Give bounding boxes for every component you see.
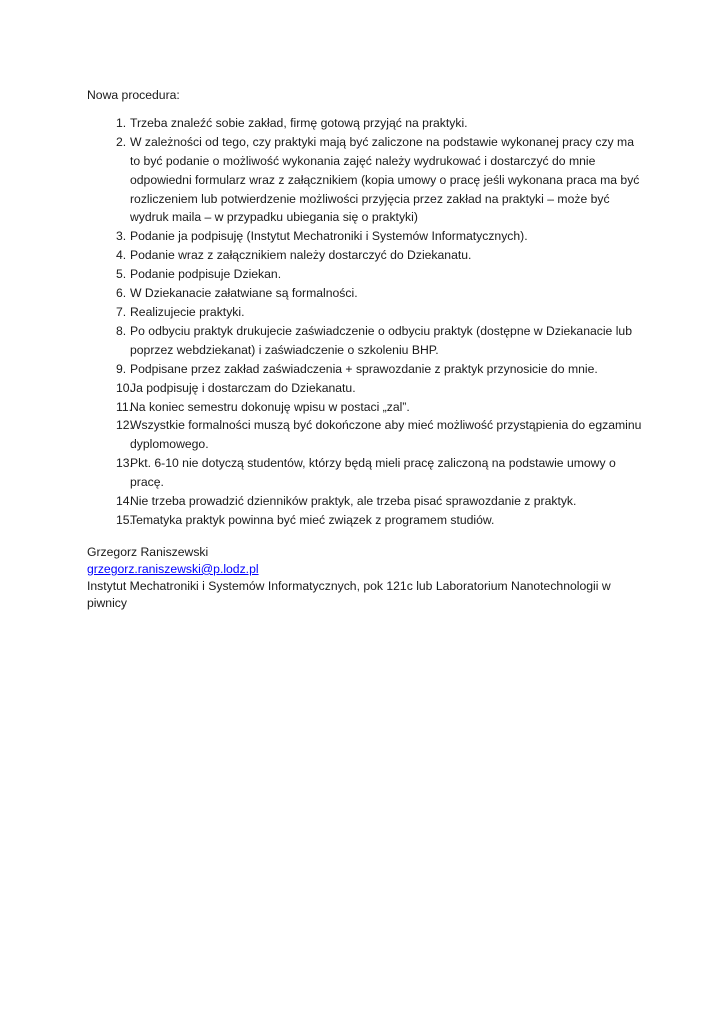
procedure-step-7 xyxy=(87,303,647,322)
procedure-step-6 xyxy=(87,284,647,303)
step-number xyxy=(87,227,130,246)
step-text: Pkt. 6-10 nie dotyczą studentów, którzy będą mieli pracę zaliczoną na podstawie umowy o pracę. xyxy=(130,456,616,490)
procedure-heading: Nowa procedura: xyxy=(87,88,180,102)
step-number xyxy=(87,265,130,284)
step-text: Na koniec semestru dokonuję wpisu w postaci „zal”. xyxy=(130,399,410,414)
step-number xyxy=(87,454,133,473)
procedure-step-13 xyxy=(87,454,647,492)
procedure-step-9 xyxy=(87,360,647,379)
step-number-text: 6. xyxy=(116,286,127,301)
step-number-text: 13. xyxy=(116,456,133,471)
step-number-text: 4. xyxy=(116,248,127,263)
step-text: Tematyka praktyk powinna być mieć związek z programem studiów. xyxy=(130,512,495,527)
step-number xyxy=(87,416,133,435)
procedure-step-8 xyxy=(87,322,647,360)
step-number-text: 7. xyxy=(116,304,127,319)
procedure-step-15 xyxy=(87,511,647,530)
step-text: Nie trzeba prowadzić dzienników praktyk, ale trzeba pisać sprawozdanie z praktyk. xyxy=(130,494,577,509)
procedure-step-11 xyxy=(87,398,647,417)
step-number-text: 3. xyxy=(116,229,127,244)
step-number xyxy=(87,246,130,265)
signature-address: Instytut Mechatroniki i Systemów Informatycznych, pok 121c lub Laboratorium Nanotechnologii w piwnicy xyxy=(87,578,611,610)
procedure-step-12 xyxy=(87,416,647,454)
step-number xyxy=(87,379,133,398)
procedure-step-4 xyxy=(87,246,647,265)
step-text: Podanie wraz z załącznikiem należy dostarczyć do Dziekanatu. xyxy=(130,248,472,263)
document-body xyxy=(87,86,647,612)
procedure-step-1 xyxy=(87,114,647,133)
step-text: Podanie ja podpisuję (Instytut Mechatroniki i Systemów Informatycznych). xyxy=(130,229,528,244)
step-number xyxy=(87,322,130,341)
step-number xyxy=(87,511,133,530)
step-number xyxy=(87,398,133,417)
step-number-text: 11. xyxy=(116,399,133,414)
step-number xyxy=(87,284,130,303)
step-number-text: 12. xyxy=(116,418,133,433)
step-number xyxy=(87,114,130,133)
step-number xyxy=(87,492,133,511)
step-text: Podpisane przez zakład zaświadczenia + sprawozdanie z praktyk przynosicie do mnie. xyxy=(130,361,598,376)
step-text: Ja podpisuję i dostarczam do Dziekanatu. xyxy=(130,380,356,395)
step-text: Realizujecie praktyki. xyxy=(130,304,245,319)
step-number xyxy=(87,303,130,322)
step-text: Trzeba znaleźć sobie zakład, firmę gotową przyjąć na praktyki. xyxy=(130,115,468,130)
step-number-text: 2. xyxy=(116,134,127,149)
step-number-text: 9. xyxy=(116,361,127,376)
step-text: Podanie podpisuje Dziekan. xyxy=(130,267,282,282)
step-number xyxy=(87,133,130,152)
step-number-text: 15. xyxy=(116,512,133,527)
procedure-step-14 xyxy=(87,492,647,511)
step-number-text: 14. xyxy=(116,494,133,509)
procedure-step-2 xyxy=(87,133,647,228)
procedure-steps-list xyxy=(87,114,647,530)
step-number-text: 1. xyxy=(116,115,127,130)
procedure-step-5 xyxy=(87,265,647,284)
step-number-text: 10. xyxy=(116,380,133,395)
signature-block xyxy=(87,544,647,612)
step-text: W zależności od tego, czy praktyki mają być zaliczone na podstawie wykonanej pracy czy ma to być podanie o możliwość wykonania zajęć należy wydrukować i dostarczyć do mnie odpowiedni formularz wraz z załącznikiem (kopia umowy o pracę jeśli wykonana praca ma być rozliczeniem lub potwierdzenie możliwości przyjęcia przez zakład na praktyki – może być wydruk maila – w przypadku ubiegania się o praktyki) xyxy=(130,134,640,225)
step-number xyxy=(87,360,130,379)
signature-name: Grzegorz Raniszewski xyxy=(87,544,209,559)
step-text: W Dziekanacie załatwiane są formalności. xyxy=(130,286,358,301)
procedure-step-3 xyxy=(87,227,647,246)
signature-email-link[interactable]: grzegorz.raniszewski@p.lodz.pl xyxy=(87,561,259,576)
step-number-text: 8. xyxy=(116,323,127,338)
step-text: Po odbyciu praktyk drukujecie zaświadczenie o odbyciu praktyk (dostępne w Dziekanacie lub poprzez webdziekanat) i zaświadczenie o szkoleniu BHP. xyxy=(130,323,632,357)
procedure-step-10 xyxy=(87,379,647,398)
step-text: Wszystkie formalności muszą być dokończone aby mieć możliwość przystąpienia do egzaminu dyplomowego. xyxy=(130,418,642,452)
step-number-text: 5. xyxy=(116,267,127,282)
